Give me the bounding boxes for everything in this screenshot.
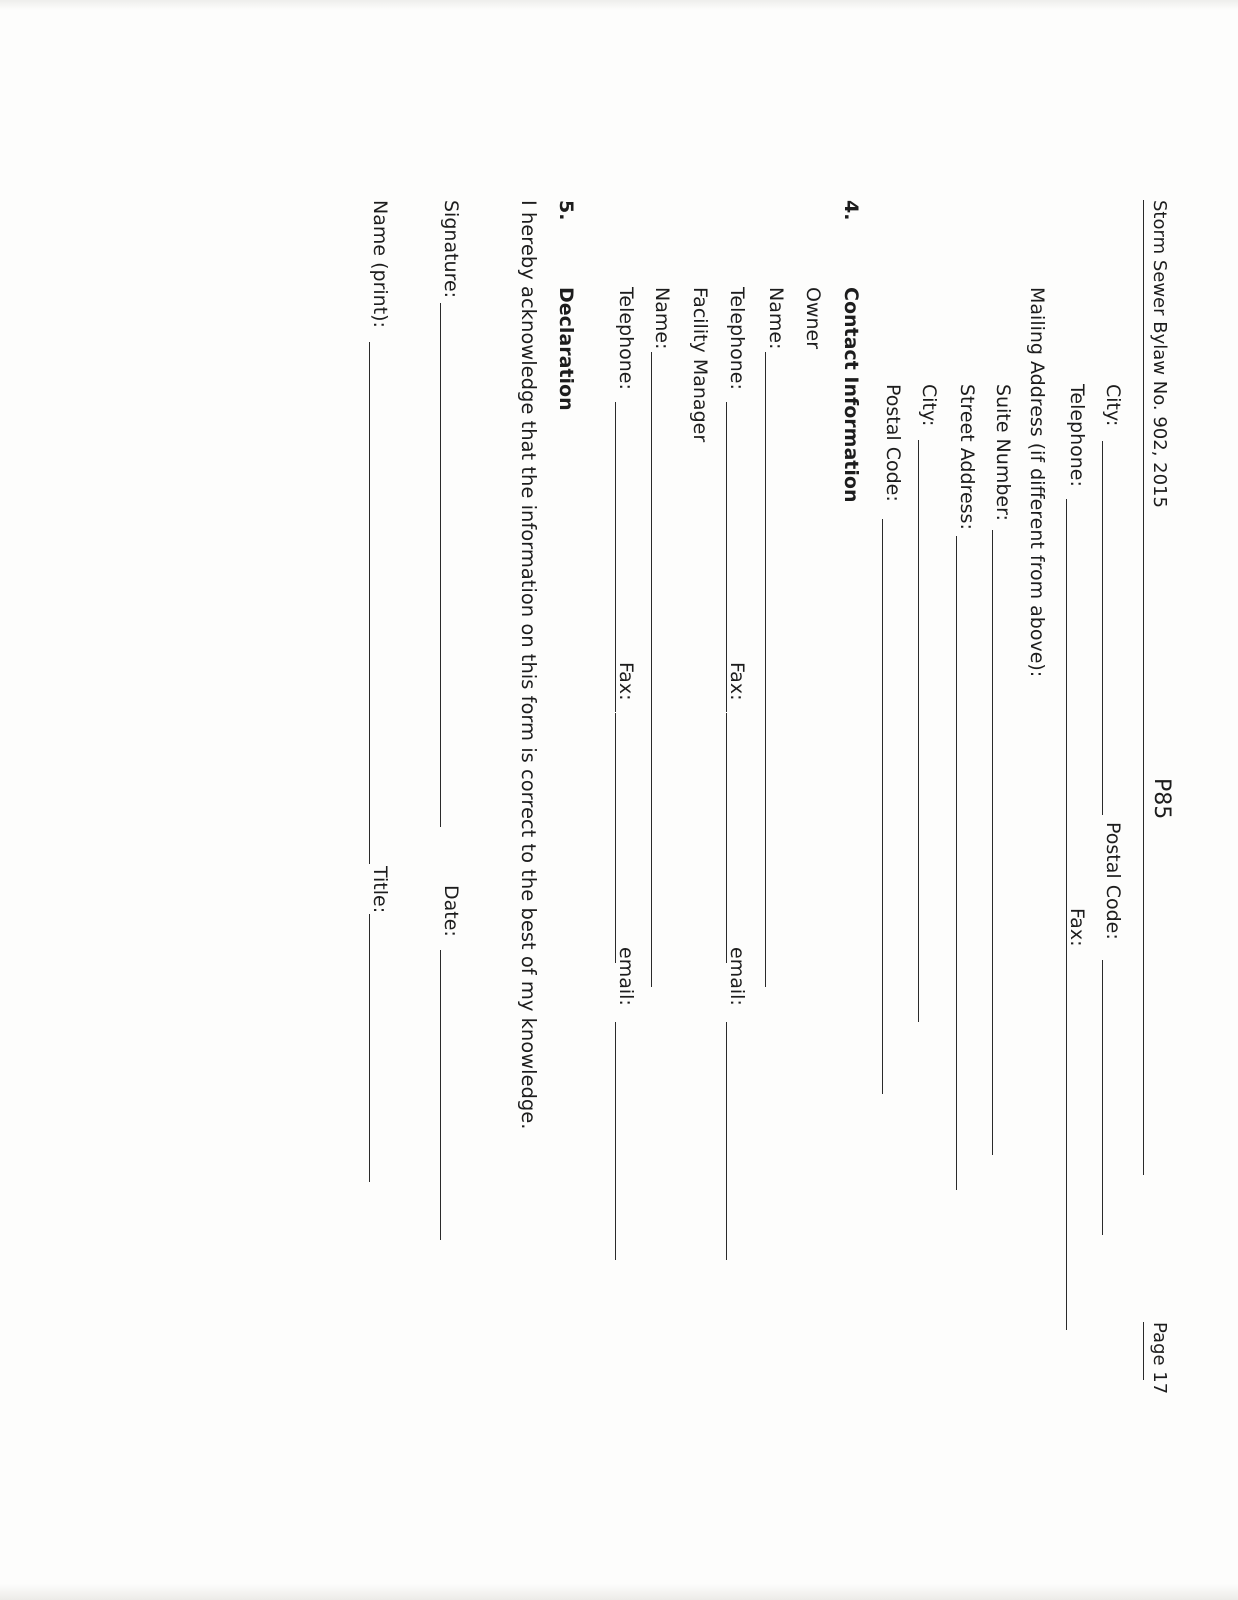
page-stamp: P85 xyxy=(1149,778,1174,820)
name-print-label: Name (print): xyxy=(369,200,391,328)
suite-number-field[interactable] xyxy=(992,530,993,1155)
site-postal-code-field[interactable] xyxy=(1102,960,1103,1235)
owner-name-field[interactable] xyxy=(765,352,766,987)
section-4-title: Contact Information xyxy=(840,287,862,503)
page-number: Page 17 xyxy=(1149,1322,1170,1395)
section-5-title: Declaration xyxy=(555,287,577,411)
title-field[interactable] xyxy=(369,914,370,1182)
owner-telephone-label: Telephone: xyxy=(726,287,748,390)
street-address-field[interactable] xyxy=(956,536,957,1190)
site-fax-label: Fax: xyxy=(1066,908,1088,947)
mailing-postal-code-field[interactable] xyxy=(882,519,883,1094)
owner-fax-field[interactable] xyxy=(726,713,727,963)
owner-email-label: email: xyxy=(726,947,748,1006)
scan-edge-bottom xyxy=(0,1584,1238,1600)
site-fax-field[interactable] xyxy=(1066,956,1067,1330)
site-city-field[interactable] xyxy=(1102,441,1103,815)
signature-label: Signature: xyxy=(440,200,462,299)
scan-edge-top xyxy=(0,0,1238,10)
date-field[interactable] xyxy=(440,950,441,1240)
title-label: Title: xyxy=(369,866,391,914)
rotated-form-page xyxy=(0,22,1180,1522)
bylaw-title: Storm Sewer Bylaw No. 902, 2015 xyxy=(1149,200,1170,508)
site-city-label: City: xyxy=(1102,384,1124,427)
manager-telephone-label: Telephone: xyxy=(615,287,637,390)
manager-fax-field[interactable] xyxy=(615,713,616,963)
manager-email-label: email: xyxy=(615,947,637,1006)
name-print-field[interactable] xyxy=(369,342,370,864)
section-4-number: 4. xyxy=(840,200,862,221)
mailing-address-heading: Mailing Address (if different from above): xyxy=(1026,287,1048,678)
site-telephone-label: Telephone: xyxy=(1066,384,1088,487)
manager-email-field[interactable] xyxy=(615,1022,616,1260)
owner-email-field[interactable] xyxy=(726,1022,727,1260)
section-5-number: 5. xyxy=(555,200,577,221)
manager-name-field[interactable] xyxy=(651,352,652,987)
site-postal-code-label: Postal Code: xyxy=(1102,822,1124,940)
header-rule xyxy=(1143,200,1144,1175)
date-label: Date: xyxy=(440,885,462,937)
mailing-city-label: City: xyxy=(918,384,940,427)
mailing-postal-code-label: Postal Code: xyxy=(882,384,904,502)
manager-fax-label: Fax: xyxy=(615,662,637,701)
suite-number-label: Suite Number: xyxy=(992,384,1014,521)
page-number-underline xyxy=(1143,1322,1144,1380)
street-address-label: Street Address: xyxy=(956,384,978,530)
manager-name-label: Name: xyxy=(651,287,673,350)
declaration-statement: I hereby acknowledge that the information on this form is correct to the best of my knowledge. xyxy=(517,200,540,1130)
mailing-city-field[interactable] xyxy=(918,440,919,1022)
owner-name-label: Name: xyxy=(765,287,787,350)
facility-manager-heading: Facility Manager xyxy=(689,287,711,443)
owner-heading: Owner xyxy=(802,287,824,350)
signature-field[interactable] xyxy=(440,303,441,827)
owner-fax-label: Fax: xyxy=(726,662,748,701)
